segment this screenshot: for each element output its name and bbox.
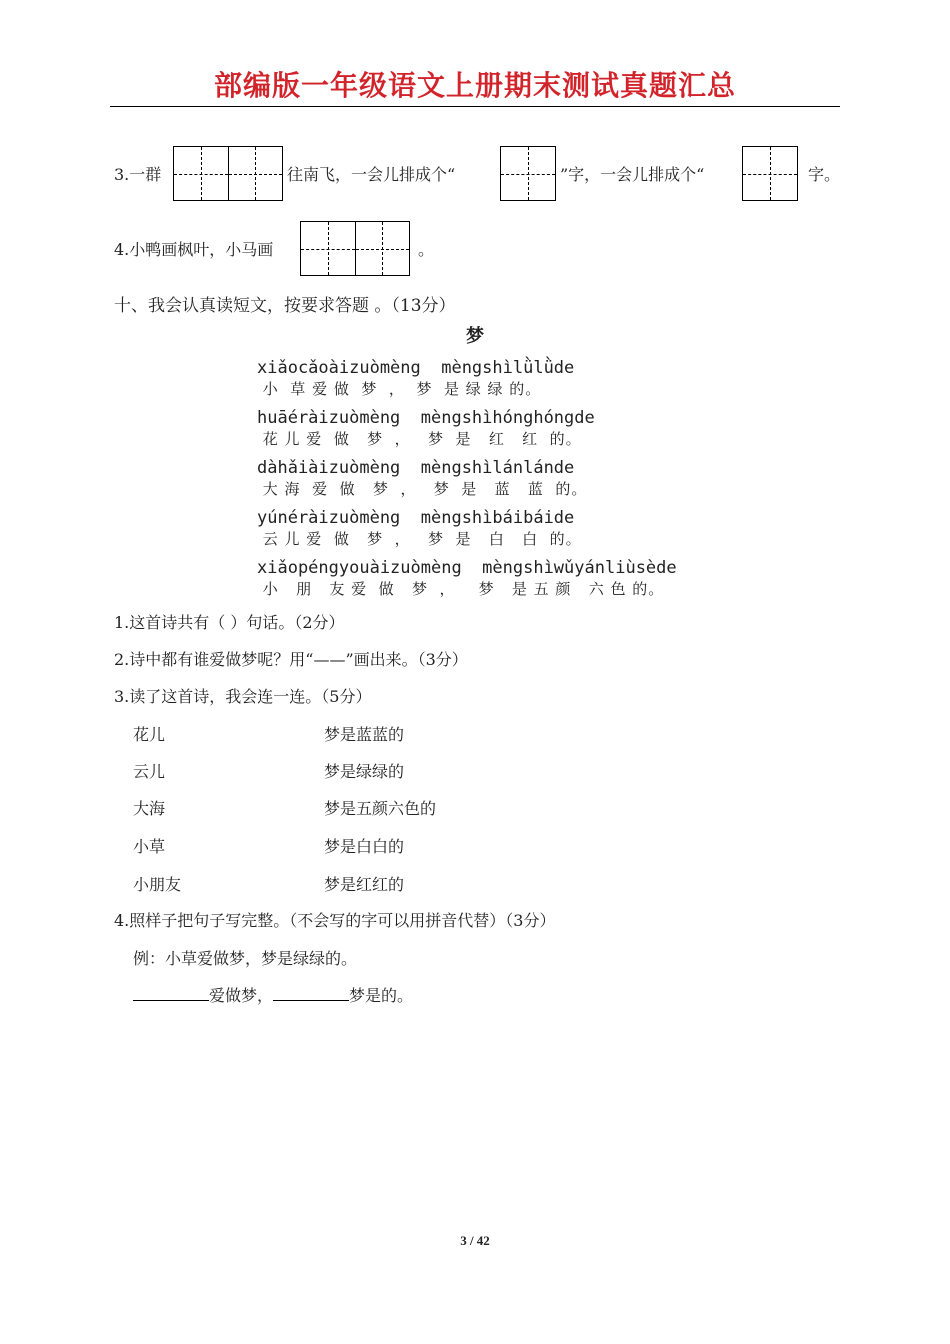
match-left-item: 花儿 — [133, 725, 166, 744]
poem-pinyin-4: yúnéràizuòmèng mèngshìbáibáide — [257, 508, 575, 528]
match-right-item: 梦是红红的 — [324, 875, 405, 894]
grid-cell — [501, 147, 555, 200]
fill-text-2: 梦是的。 — [349, 986, 414, 1005]
question-4: 4.照样子把句子写完整。（不会写的字可以用拼音代替）（3分） — [114, 911, 556, 930]
poem-line-5: 小 朋 友 爱 做 梦 ， 梦 是 五 颜 六 色 的。 — [257, 580, 665, 598]
match-left-item: 小草 — [133, 837, 166, 856]
question-3: 3.读了这首诗，我会连一连。（5分） — [114, 687, 372, 706]
poem-line-4: 云 儿 爱 做 梦 ， 梦 是 白 白 的。 — [257, 530, 582, 548]
poem-pinyin-2: huāéràizuòmèng mèngshìhónghóngde — [257, 408, 595, 428]
header-divider — [110, 106, 840, 107]
poem-line-3: 大 海 爱 做 梦 ， 梦 是 蓝 蓝 的。 — [257, 480, 588, 498]
match-left-item: 小朋友 — [133, 875, 182, 894]
q3-text-4: 字。 — [808, 165, 841, 184]
poem-pinyin-5: xiǎopéngyouàizuòmèng mèngshìwǔyánliùsède — [257, 558, 677, 578]
poem-pinyin-1: xiǎocǎoàizuòmèng mèngshìlǜlǜde — [257, 358, 575, 378]
q3-text-1: 3.一群 — [114, 165, 162, 184]
poem-line-1: 小 草 爱 做 梦 ， 梦 是 绿 绿 的。 — [257, 380, 542, 398]
q4-text-2: 。 — [418, 240, 435, 259]
example-sentence: 例：小草爱做梦，梦是绿绿的。 — [133, 949, 358, 968]
grid-cell — [301, 222, 356, 275]
poem-pinyin-3: dàhǎiàizuòmèng mèngshìlánlánde — [257, 458, 575, 478]
match-left-item: 云儿 — [133, 762, 166, 781]
poem-title: 梦 — [466, 326, 484, 347]
match-right-item: 梦是蓝蓝的 — [324, 725, 405, 744]
grid-cell — [743, 147, 797, 200]
grid-cell — [174, 147, 229, 200]
question-2: 2.诗中都有谁爱做梦呢？用“——”画出来。（3分） — [114, 650, 468, 669]
match-right-item: 梦是绿绿的 — [324, 762, 405, 781]
match-right-item: 梦是白白的 — [324, 837, 405, 856]
q4-text-1: 4.小鸭画枫叶，小马画 — [114, 240, 274, 259]
document-header-title: 部编版一年级语文上册期末测试真题汇总 — [213, 69, 736, 102]
poem-line-2: 花 儿 爱 做 梦 ， 梦 是 红 红 的。 — [257, 430, 582, 448]
fill-in-sentence — [133, 983, 413, 1006]
answer-blank[interactable] — [273, 986, 349, 1001]
fill-text-1: 爱做梦， — [209, 986, 274, 1005]
writing-grid-two-cells — [300, 221, 410, 276]
writing-grid-one-cell — [500, 146, 556, 201]
writing-grid-one-cell — [742, 146, 798, 201]
q3-text-2: 往南飞，一会儿排成个“ — [287, 165, 456, 184]
grid-cell — [356, 222, 410, 275]
q3-text-3: ”字，一会儿排成个“ — [560, 165, 705, 184]
grid-cell — [229, 147, 283, 200]
section-10-title: 十、我会认真读短文，按要求答题 。（13分） — [114, 296, 456, 316]
page-number: 3 / 42 — [460, 1233, 490, 1248]
match-left-item: 大海 — [133, 799, 166, 818]
writing-grid-two-cells — [173, 146, 283, 201]
match-right-item: 梦是五颜六色的 — [324, 799, 437, 818]
answer-blank[interactable] — [133, 986, 209, 1001]
question-1: 1.这首诗共有（ ）句话。（2分） — [114, 613, 345, 632]
